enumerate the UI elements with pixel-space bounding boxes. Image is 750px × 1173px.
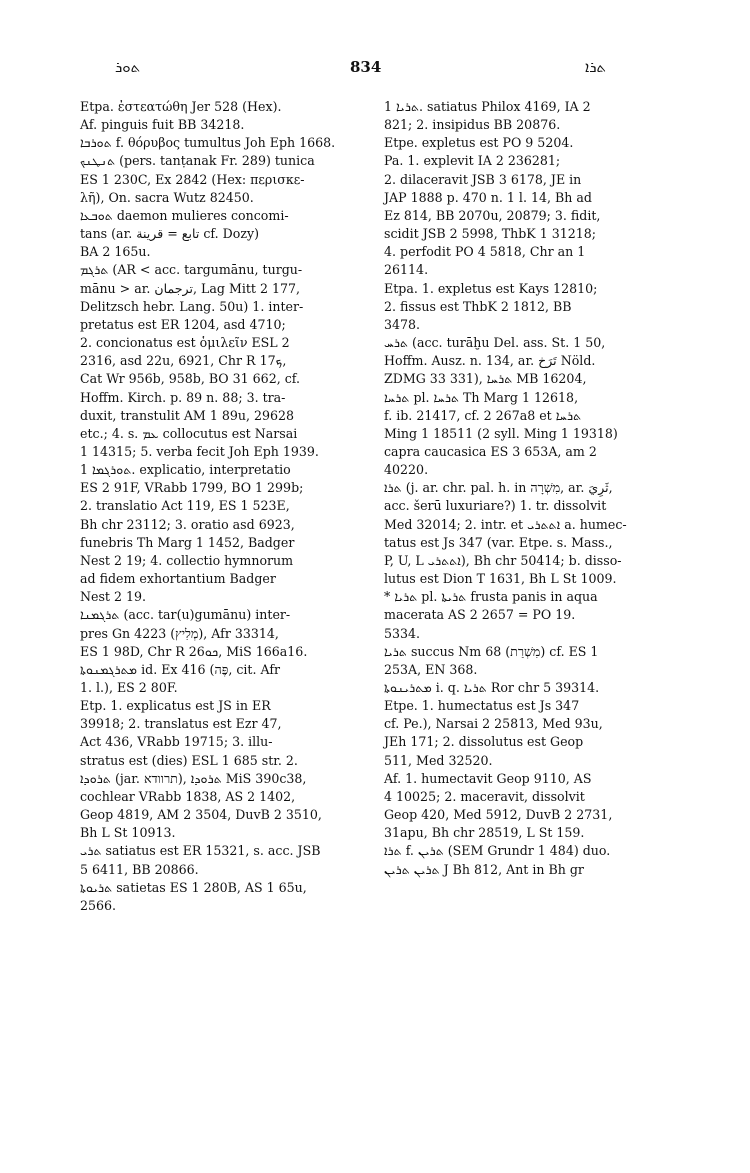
text-line: ܬܪܝܘܬܐ satietas ES 1 280B, AS 1 65u, [80,879,307,895]
text-line: capra caucasica ES 3 653A, am 2 [384,443,597,459]
text-line: Etpa. ἐστεατώθη Jer 528 (Hex). [80,99,282,114]
text-line: pres Gn 4223 (מְלִיץ), Afr 33314, [80,625,279,641]
text-line: macerata AS 2 2657 = PO 19. [384,607,576,623]
page-number: 834 [350,58,382,76]
header-right-word: ܬܪܐ [585,58,607,76]
text-line: f. ib. 21417, cf. 2 267a8 et ܬܪܚܐ [384,407,582,423]
right-column [384,98,684,879]
text-line: ES 1 230C, Ex 2842 (Hex: περισκε- [80,171,305,187]
text-line: JAP 1888 p. 470 n. 1 l. 14, Bh ad [384,189,592,205]
text-line: tatus est Js 347 (var. Etpe. s. Mass., [384,534,613,550]
text-line: ܬܘܪܒܐ f. θόρυβος tumultus Joh Eph 1668. [80,135,336,151]
left-column [80,98,380,915]
text-line: 2. fissus est ThbK 2 1812, BB [384,298,572,314]
text-line: Hoffm. Ausz. n. 134, ar. تَرَخ Nöld. [384,353,596,369]
text-line: Delitzsch hebr. Lang. 50u) 1. inter- [80,298,304,314]
text-line: Geop 420, Med 5912, DuvB 2 2731, [384,807,613,823]
text-line: Etpe. 1. humectatus est Js 347 [384,698,580,714]
text-line: pretatus est ER 1204, asd 4710; [80,316,286,332]
text-line: 2316, asd 22u, 6921, Chr R ܟ17, [80,353,287,369]
text-line: Nest 2 19. [80,589,147,605]
text-line: 40220. [384,462,429,478]
text-line: 39918; 2. translatus est Ezr 47, [80,716,282,732]
page-header [0,58,750,82]
text-line: Nest 2 19; 4. collectio hymnorum [80,552,294,568]
header-left-word: ܬܘܪ [115,58,141,76]
text-line: ܬܪܓܡܢܐ (acc. tar(u)gumānu) inter- [80,607,291,623]
text-line: Af. 1. humectavit Geop 9110, AS [384,770,592,786]
text-line: BA 2 165u. [80,244,151,260]
text-line: 1. l.), ES 2 80F. [80,680,178,695]
text-line: ܬܪܐ (j. ar. chr. pal. h. in מִשְׁרָה, ar. ثَرِيَ, [384,480,613,496]
text-line: λῆ), On. sacra Wutz 82450. [80,189,254,205]
text-line: Bh L St 10913. [80,825,176,841]
text-line: 5 6411, BB 20866. [80,861,199,877]
text-line: ES 1 98D, Chr R ܟܘ26, MiS 166a16. [80,643,308,659]
text-line: Pa. 1. explevit IA 2 236281; [384,153,561,169]
text-line: ES 2 91F, VRabb 1799, BO 1 299b; [80,480,304,496]
text-line: etc.; 4. s. ܥܡ collocutus est Narsai [80,425,298,441]
text-line: Geop 4819, AM 2 3504, DuvB 2 3510, [80,807,322,823]
text-line: acc. šerū luxuriare?) 1. tr. dissolvit [384,498,607,514]
text-line: ܬܪܝܐ 1. satiatus Philox 4169, IA 2 [384,99,591,114]
text-line: ܬܪܝܢ ܬܪܝܢ J Bh 812, Ant in Bh gr [384,861,584,877]
text-line: ZDMG 33 331), ܬܪܚܐ MB 16204, [384,371,587,387]
text-line: Ez 814, BB 2070u, 20879; 3. fidit, [384,207,601,223]
text-line: 5334. [384,625,421,641]
text-line: ܬܢܛܢܟ (pers. tanṭanak Fr. 289) tunica [80,153,315,169]
text-line: ܬܘܪܓܡܐ 1. explicatio, interpretatio [80,462,291,478]
text-line: Etpa. 1. expletus est Kays 12810; [384,280,598,296]
text-line: ܡܬܪܝܢܘܬܐ i. q. ܬܪܝܐ Ror chr 5 39314. [384,680,600,695]
text-line: 511, Med 32520. [384,752,493,768]
text-line: P, U, L ܐܬܬܪܝ), Bh chr 50414; b. disso- [384,552,622,568]
text-line: Etp. 1. explicatus est JS in ER [80,698,271,714]
text-line: ܬܘܒܥܐ daemon mulieres concomi- [80,207,289,223]
text-line: Bh chr 23112; 3. oratio asd 6923, [80,516,295,532]
text-line: funebris Th Marg 1 1452, Badger [80,534,295,550]
text-line: Etpe. expletus est PO 9 5204. [384,135,574,151]
text-line: 26114. [384,262,429,278]
text-line: 31apu, Bh chr 28519, L St 159. [384,825,585,841]
text-line: scidit JSB 2 5998, ThbK 1 31218; [384,226,597,242]
text-line: ܬܪܐ f. ܬܪܝܢ (SEM Grundr 1 484) duo. [384,843,611,859]
text-line: Act 436, VRabb 19715; 3. illu- [80,734,273,750]
text-line: JEh 171; 2. dissolutus est Geop [384,734,584,750]
text-line: Af. pinguis fuit BB 34218. [80,117,245,133]
text-line: mānu > ar. ترجمان, Lag Mitt 2 177, [80,280,301,296]
text-line: 2. translatio Act 119, ES 1 523E, [80,498,290,514]
text-line: * ܬܪܝܐ pl. ܬܪܝܬܐ frusta panis in aqua [384,589,598,605]
text-line: duxit, transtulit AM 1 89u, 29628 [80,407,295,423]
text-line: 2566. [80,897,117,913]
text-line: 4 10025; 2. maceravit, dissolvit [384,788,585,804]
text-line: 821; 2. insipidus BB 20876. [384,117,561,133]
text-line: ܬܪܝ satiatus est ER 15321, s. acc. JSB [80,843,321,859]
text-line: cochlear VRabb 1838, AS 2 1402, [80,788,296,804]
text-line: ܡܬܪܓܡܢܘܬܐ id. Ex 416 (פֶּה, cit. Afr [80,661,281,677]
text-line: lutus est Dion T 1631, Bh L St 1009. [384,571,617,587]
text-line: cf. Pe.), Narsai 2 25813, Med 93u, [384,716,603,732]
text-line: ܬܪܓܡ (AR < acc. targumānu, turgu- [80,262,303,278]
text-line: 2. concionatus est ὁμιλεῖν ESL 2 [80,335,290,351]
text-line: stratus est (dies) ESL 1 685 str. 2. [80,752,298,768]
text-line: Hoffm. Kirch. p. 89 n. 88; 3. tra- [80,389,286,405]
text-line: 3478. [384,316,421,332]
text-line: tans (ar. تابع = قرينة cf. Dozy) [80,226,259,242]
text-line: Ming 1 18511 (2 syll. Ming 1 19318) [384,425,618,441]
text-line: ܬܪܘܕܐ (jar. תרוודא), ܬܪܘܕܐ MiS 390c38, [80,770,307,786]
text-line: ܬܪܚܐ pl. ܬܪܚܐ Th Marg 1 12618, [384,389,579,405]
text-line: Cat Wr 956b, 958b, BO 31 662, cf. [80,371,300,387]
text-line: 2. dilaceravit JSB 3 6178, JE in [384,171,582,187]
text-line: ܬܪܝܐ succus Nm 68 (מִשְׁרַת) cf. ES 1 [384,643,599,659]
text-line: 1 14315; 5. verba fecit Joh Eph 1939. [80,443,319,459]
text-line: ܬܪܚ (acc. turāḫu Del. ass. St. 1 50, [384,335,606,351]
text-line: Med 32014; 2. intr. et ܐܬܬܪܝ a. humec- [384,516,627,532]
text-line: ad fidem exhortantium Badger [80,571,276,587]
text-line: 253A, EN 368. [384,661,478,677]
text-line: 4. perfodit PO 4 5818, Chr an 1 [384,244,586,260]
